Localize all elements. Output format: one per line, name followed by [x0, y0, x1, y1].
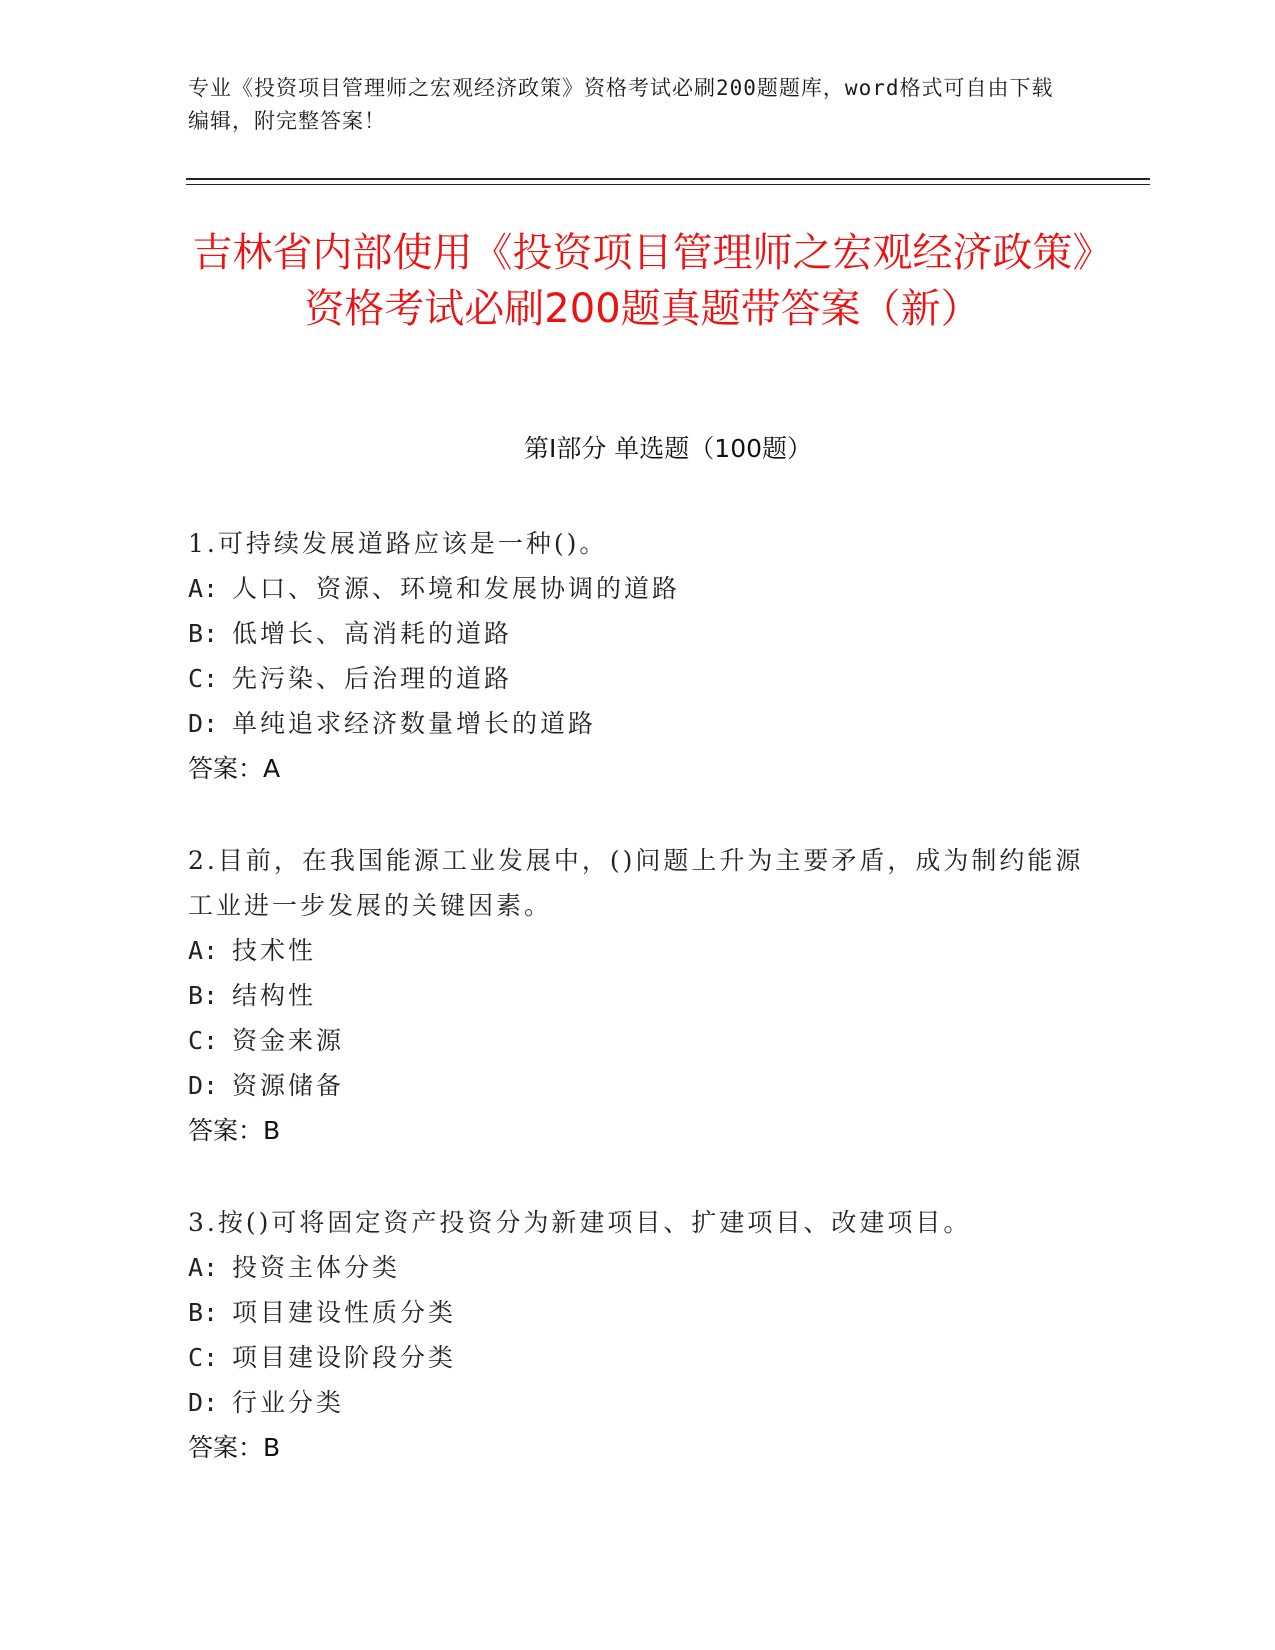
option-key: D:: [188, 709, 219, 738]
option-text: 技术性: [232, 936, 317, 965]
option-text: 低增长、高消耗的道路: [232, 619, 513, 648]
question-stem: 2.目前，在我国能源工业发展中，()问题上升为主要矛盾，成为制约能源工业进一步发展的关键因素。: [188, 846, 1084, 920]
option-key: A:: [188, 1253, 219, 1282]
option-d: [188, 701, 1088, 746]
option-b: [188, 973, 1088, 1018]
question-stem: 1.可持续发展道路应该是一种()。: [188, 529, 608, 558]
option-key: A:: [188, 574, 219, 603]
option-a: [188, 566, 1088, 611]
document-title: 吉林省内部使用《投资项目管理师之宏观经济政策》资格考试必刷200题真题带答案（新）: [192, 230, 1093, 332]
option-b: [188, 611, 1088, 656]
option-text: 投资主体分类: [232, 1253, 401, 1282]
answer-line: 答案：B: [188, 1116, 281, 1145]
answer-line: 答案：A: [188, 754, 281, 783]
option-text: 单纯追求经济数量增长的道路: [232, 709, 597, 738]
option-text: 项目建设性质分类: [232, 1298, 457, 1327]
question-block: [188, 521, 1088, 791]
question-stem: 3.按()可将固定资产投资分为新建项目、扩建项目、改建项目。: [188, 1208, 972, 1237]
option-key: A:: [188, 936, 219, 965]
option-a: [188, 928, 1088, 973]
option-d: [188, 1380, 1088, 1425]
option-c: [188, 656, 1088, 701]
header-divider-thin: [186, 184, 1150, 185]
option-b: [188, 1290, 1088, 1335]
question-block: [188, 1200, 1088, 1470]
header-divider-thick: [186, 178, 1150, 180]
option-c: [188, 1018, 1088, 1063]
question-block: [188, 838, 1088, 1153]
option-key: C:: [188, 1026, 219, 1055]
option-key: D:: [188, 1071, 219, 1100]
option-key: D:: [188, 1388, 219, 1417]
option-a: [188, 1245, 1088, 1290]
option-key: B:: [188, 981, 219, 1010]
option-key: B:: [188, 619, 219, 648]
answer-line: 答案：B: [188, 1433, 281, 1462]
option-text: 项目建设阶段分类: [232, 1343, 457, 1372]
option-key: C:: [188, 664, 219, 693]
option-key: C:: [188, 1343, 219, 1372]
option-text: 先污染、后治理的道路: [232, 664, 513, 693]
option-text: 人口、资源、环境和发展协调的道路: [232, 574, 681, 603]
section-heading: 第Ⅰ部分 单选题（100题）: [523, 434, 813, 463]
option-text: 资金来源: [232, 1026, 345, 1055]
header-note: 专业《投资项目管理师之宏观经济政策》资格考试必刷200题题库，word格式可自由下载编辑，附完整答案！: [188, 76, 1054, 133]
option-key: B:: [188, 1298, 219, 1327]
option-c: [188, 1335, 1088, 1380]
option-text: 资源储备: [232, 1071, 345, 1100]
option-text: 行业分类: [232, 1388, 345, 1417]
option-text: 结构性: [232, 981, 317, 1010]
option-d: [188, 1063, 1088, 1108]
